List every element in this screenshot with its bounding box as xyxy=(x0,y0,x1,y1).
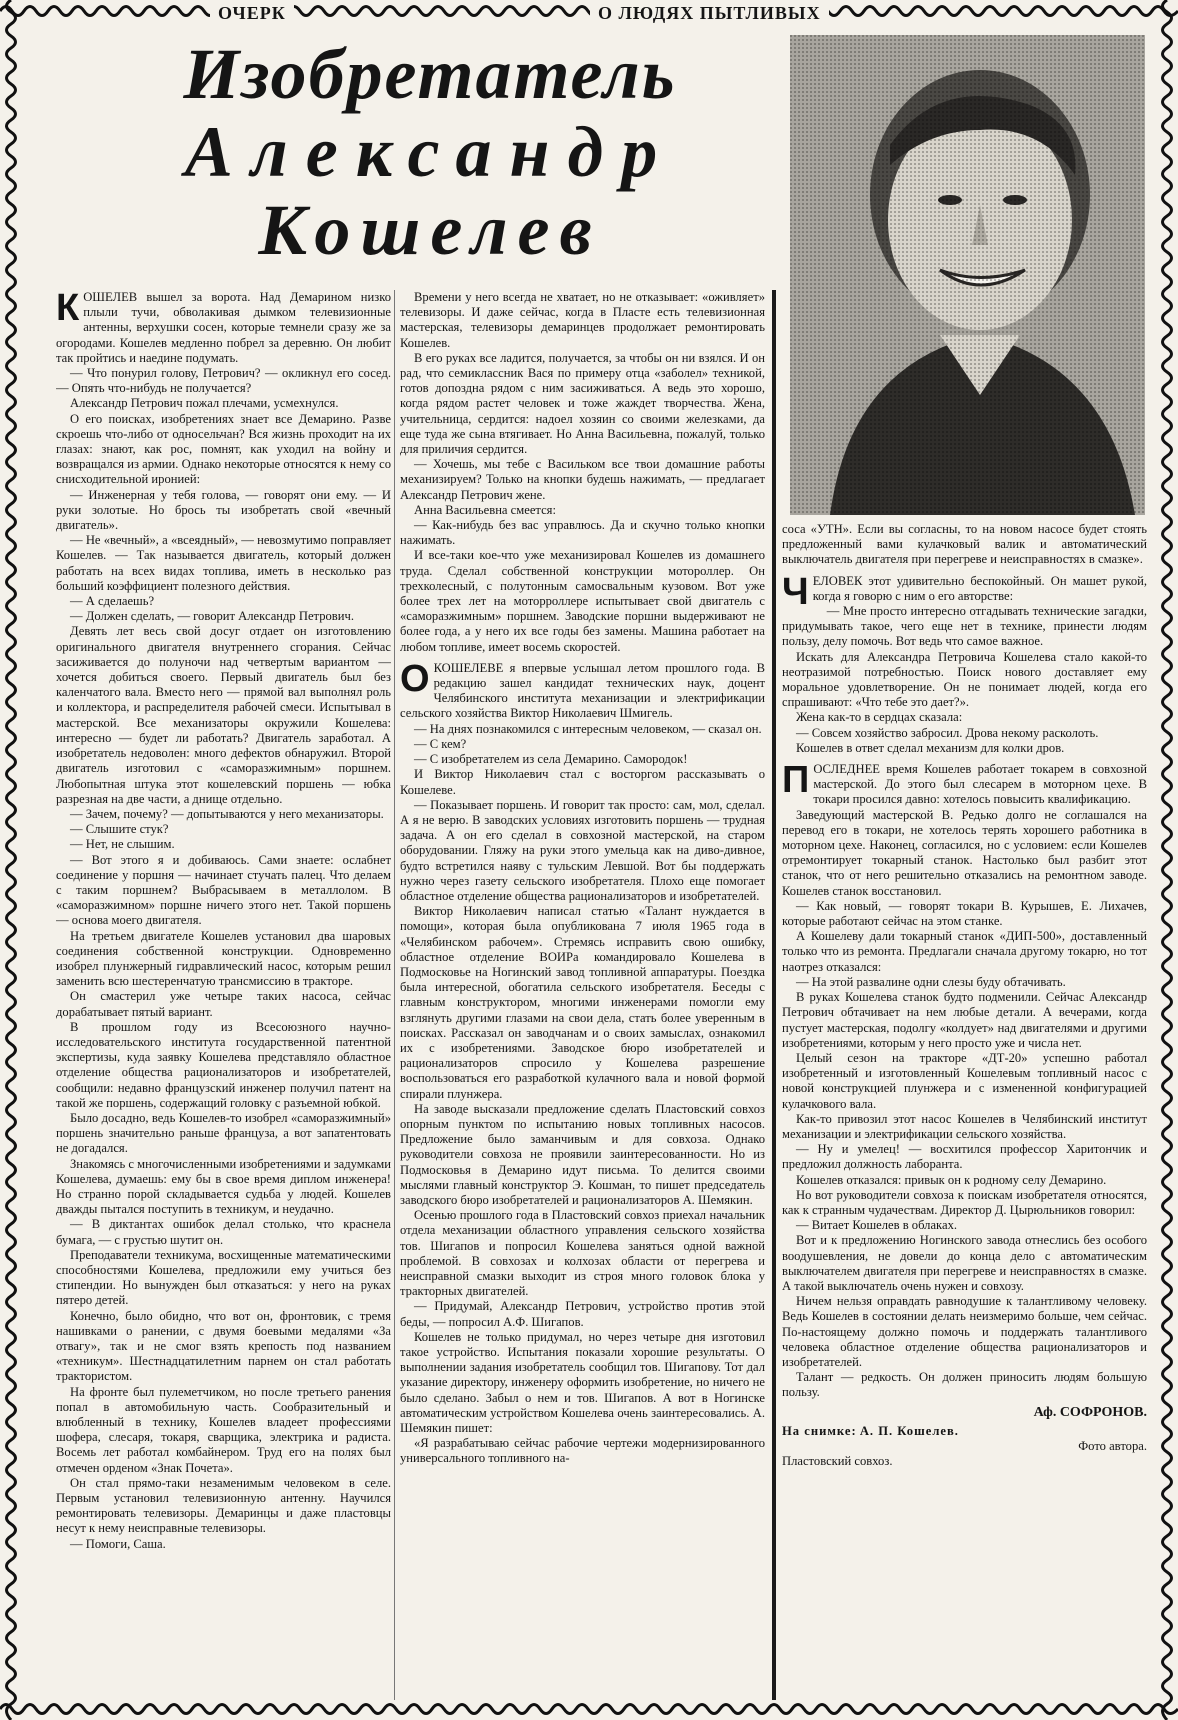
paragraph: На фронте был пулеметчиком, но после третьего ранения попал в автомобильную часть. Сообразительный и влюбленный в технику, Кошелев владеет профессиями шофера, слесаря, токаря, сварщика, электрика и радиста. Восемь лет работал комбайнером. Труд его на полях был отмечен орденом «Знак Почета». xyxy=(56,1384,391,1475)
paragraph: соса «УТН». Если вы согласны, то на новом насосе будет стоять предложенный вами кулачковый валик и автоматический выключатель двигателя при перегреве и неисправностях в смазке». xyxy=(782,522,1147,567)
paragraph: Как-то привозил этот насос Кошелев в Челябинский институт механизации и электрификации сельского хозяйства. xyxy=(782,1111,1147,1141)
paragraph: Жена как-то в сердцах сказала: xyxy=(796,710,963,725)
photo-credit: Фото автора. xyxy=(1078,1438,1147,1453)
paragraph: — Витает Кошелев в облаках. xyxy=(796,1218,958,1233)
paragraph: — Ну и умелец! — восхитился профессор Харитончик и предложил должность лаборанта. xyxy=(782,1142,1147,1172)
paragraph: Конечно, было обидно, что вот он, фронтовик, с тремя нашивками о ранении, с двумя боевыми медалями «За отвагу», так и не смог взять крепость под названием «техникум». Шестнадцатилетним парнем он стал работать трактористом. xyxy=(56,1308,391,1384)
paragraph: ОСЛЕДНЕЕ время Кошелев работает токарем в совхозной мастерской. До этого был слесарем в моторном цехе. В токари просился давно: хотелось повысить квалификацию. xyxy=(813,762,1147,807)
paragraph: — В диктантах ошибок делал столько, что краснела бумага, — с грустью шутит он. xyxy=(56,1217,391,1247)
paragraph: Знакомясь с многочисленными изобретениями и задумками Кошелева, думаешь: ему бы в свое время диплом инженера! Но странно порой складывается судьба у людей. Кошелев дважды пытался поступить в техникум, и неудачно. xyxy=(56,1156,391,1217)
paragraph: Заведующий мастерской В. Редько долго не соглашался на перевод его в токари, не хотелось терять хорошего работника в моторном цехе. Наконец, согласился, но с условием: если Кошелев отремонтирует токарный станок. Настолько был разбит этот станок, что от него решительно отказались на ремонтном заводе. Кошелев станок восстановил. xyxy=(782,807,1147,898)
drop-cap: П xyxy=(782,759,810,802)
paragraph: — Не «вечный», а «всеядный», — невозмутимо поправляет Кошелев. — Так называется двигатель, который должен работать на всех видах топлива, иметь в несколько раз больший коэффициент полезного действия. xyxy=(56,533,391,593)
rubric-curious-people: О ЛЮДЯХ ПЫТЛИВЫХ xyxy=(590,3,829,24)
article-column-1 xyxy=(56,290,391,1700)
paragraph: — Придумай, Александр Петрович, устройство против этой беды, — попросил А.Ф. Шигапов. xyxy=(400,1299,765,1329)
paragraph: Но вот руководители совхоза к поискам изобретателя относятся, как к странным чудачествам. Директор Д. Цырюльников говорил: xyxy=(782,1187,1147,1217)
paragraph: — Зачем, почему? — допытываются у него механизаторы. xyxy=(70,806,384,821)
title-line-2: Александр xyxy=(184,112,676,192)
title-line-1: Изобретатель xyxy=(183,34,677,114)
paragraph: Ничем нельзя оправдать равнодушие к талантливому человеку. Ведь Кошелев в состоянии делать неизмеримо больше, чем сейчас. По-настоящему должно помочь и поддержать талантливого человека областное отделение общества рационализаторов и изобретателей. xyxy=(782,1294,1147,1369)
paragraph: — А сделаешь? xyxy=(70,594,155,609)
paragraph: — С изобретателем из села Демарино. Самородок! xyxy=(414,752,688,767)
paragraph: И Виктор Николаевич стал с восторгом рассказывать о Кошелеве. xyxy=(400,767,765,797)
paragraph: КОШЕЛЕВЕ я впервые услышал летом прошлого года. В редакцию зашел кандидат технических наук, доцент Челябинского института механизации и электрификации сельского хозяйства Виктор Николаевич Шмигель. xyxy=(400,660,765,721)
paragraph: Искать для Александра Петровича Кошелева стало какой-то неотразимой потребностью. Поиск нового доставляет ему моральное удовлетворение. Он не понимает людей, когда его спрашивают: «Что тебе это дает?». xyxy=(782,649,1147,710)
decorative-border-right xyxy=(1156,0,1178,1720)
paragraph: — Как новый, — говорят токари В. Курышев, Е. Лихачев, которые работают сейчас на этом станке. xyxy=(782,898,1147,929)
paragraph: Было досадно, ведь Кошелев-то изобрел «саморазжимный» поршень значительно раньше француза, а вот запатентовать не догадался. xyxy=(56,1110,391,1156)
photo-caption xyxy=(782,1424,1147,1439)
paragraph: Кошелев в ответ сделал механизм для колки дров. xyxy=(796,740,1065,755)
paragraph: — Слышите стук? xyxy=(70,822,169,837)
paragraph: О его поисках, изобретениях знает все Демарино. Разве скроешь что-либо от односельчан? Вся жизнь проходит на их глазах: знают, как рос, помнят, как уходил на войну и возвращался из армии. Однако некоторые относятся к нему со снисходительной иронией: xyxy=(56,411,391,487)
paragraph: — Хочешь, мы тебе с Васильком все твои домашние работы механизируем? Только на кнопки будешь нажимать, — предлагает Александр Петрович жене. xyxy=(400,457,765,502)
paragraph: — Нет, не слышим. xyxy=(70,837,175,852)
paragraph: А Кошелеву дали токарный станок «ДИП-500», доставленный только что из ремонта. Предлагали сначала другому токарю, но тот наотрез отказался: xyxy=(782,929,1147,974)
paragraph: — Вот этого я и добиваюсь. Сами знаете: ослабнет соединение у поршня — начинает стучать палец. Что делаем с таким поршнем? Выбрасываем в металлолом. В «саморазжимном» поршне ничего этого нет. Такой поршень — основа моего двигателя. xyxy=(56,852,391,928)
paragraph: В руках Кошелева станок будто подменили. Сейчас Александр Петрович обтачивает на нем любые детали. А вечерами, когда пустует мастерская, подолгу «колдует» над двигателями и другими изобретениями, которым у него просто уже и числа нет. xyxy=(782,990,1147,1050)
paragraph: И все-таки кое-что уже механизировал Кошелев из домашнего труда. Сделал собственной конструкции мотороллер. Он трехколесный, с полутонным самосвальным кузовом. Вот уже более трех лет на моторроллере испытывает свой двигатель с «саморазжимным» поршнем. Заводские поршни выдерживают не более года, а у него их все годы без замены. Машина работает на любом топливе, имеет восемь скоростей. xyxy=(400,548,765,654)
paragraph: «Я разрабатываю сейчас рабочие чертежи модернизированного универсального топливного на- xyxy=(400,1436,765,1466)
drop-cap: О xyxy=(400,657,430,700)
paragraph: — На этой развалине одни слезы буду обтачивать. xyxy=(796,974,1066,989)
title-line-3: Кошелев xyxy=(258,190,602,270)
paragraph: В прошлом году из Всесоюзного научно-исследовательского института государственной патентной экспертизы, куда заявку Кошелева представляло областное отделение общества рационализаторов и изобретателей, сообщили: недавно французский инженер получил патент на такой же поршень, содержащий головку с разъемной юбкой. xyxy=(56,1019,391,1110)
paragraph: Времени у него всегда не хватает, но не отказывает: «оживляет» телевизоры. И даже сейчас, когда в Пласте есть телевизионная мастерская, телевизоры демаринцев продолжает ремонтировать Кошелев. xyxy=(400,290,765,350)
article-title xyxy=(90,35,770,269)
paragraph: ОШЕЛЕВ вышел за ворота. Над Демарином низко плыли тучи, обволакивая дымком телевизионные антенны, верхушки сосен, которые темнели сразу же за огородами. Кошелев медленно побрел за деревню. Он любит так пройтись и наедине подумать. xyxy=(56,290,391,365)
column-divider-1 xyxy=(394,290,395,1700)
paragraph: Девять лет весь свой досуг отдает он изготовлению оригинального двигателя внутреннего сгорания. Сейчас засиживается до полуночи над четвертым вариантом — хочется добиться своего. Первый двигатель был без каленчатого вала. Вместо него — прямой вал выполнял роль и коллектора, и распределителя рабочей смеси. Испытывал в мастерской. Все механизаторы окружили Кошелева: интересно — будет ли работать? Двигатель заработал. А изобретатель недоволен: много дефектов обнаружил. Второй двигатель изготовил с «саморазжимным» поршнем. Любопытная штука этот кошелевский поршень — юбка разрезная на две части, а днище отдельно. xyxy=(56,624,391,806)
paragraph: Анна Васильевна смеется: xyxy=(414,502,556,517)
portrait-illustration xyxy=(790,35,1145,515)
paragraph: На заводе высказали предложение сделать Пластовский совхоз опорным пунктом по испытанию новых топливных насосов. Предложение было заманчивым и для совхоза. Однако руководители совхоза не проявили заинтересованности. Но из Подмосковья в Демарино идут письма. То делится своими мыслями главный конструктор Э. Кошман, то пишет председатель заводского бюро изобретателей и рационализаторов А. Шемякин. xyxy=(400,1101,765,1207)
caption-text: А. П. Кошелев. xyxy=(859,1423,959,1438)
paragraph: — Показывает поршень. И говорит так просто: сам, мол, сделал. А я не верю. В заводских условиях изготовить поршень — трудная задача. А он его сделал в совхозной мастерской, на старом оборудовании. Гляжу на руки этого умельца как на диво-дивное, будто встретился наяву с тульским Левшой. Вот бы поддержать нужно через газету сельского изобретателя. Плохо еще помогает областное отделение общества рационализаторов и изобретателей. xyxy=(400,797,765,903)
decorative-border-top xyxy=(0,0,1178,22)
paragraph: — Мне просто интересно отгадывать технические загадки, придумывать такое, чего еще нет в технике, принести людям пользу, делу помочь. Вот ведь что самое важное. xyxy=(782,604,1147,649)
drop-cap: Ч xyxy=(782,570,809,613)
column-divider-2 xyxy=(772,290,776,1700)
article-column-3 xyxy=(782,522,1147,1702)
dateline-location: Пластовский совхоз. xyxy=(782,1454,893,1469)
caption-label: На снимке: xyxy=(782,1423,857,1438)
paragraph: В его руках все ладится, получается, за чтобы он ни взялся. И он рад, что семиклассник Вася по примеру отца «заболел» техникой, готов допоздна рядом с ним засиживаться. А ведь это хорошо, когда рядом растет человек и тоже жаждет творчества. Жена, учительница, сердится: надоел хозяин со своими железками, да еще туда же сына втягивает. Но Анна Васильевна, пожалуй, только для приличия сердится. xyxy=(400,350,765,457)
paragraph: — На днях познакомился с интересным человеком, — сказал он. xyxy=(414,721,762,736)
paragraph: — Помоги, Саша. xyxy=(70,1536,166,1551)
paragraph: Осенью прошлого года в Пластовский совхоз приехал начальник отдела механизации областного управления сельского хозяйства тов. Шигапов и попросил Кошелева заняться одной важной проблемой. В совхозах и колхозах области от перегрева и неисправной смазки выходит из строя много головок блока у тракторных двигателей. xyxy=(400,1208,765,1299)
paragraph: — Что понурил голову, Петрович? — окликнул его сосед. — Опять что-нибудь не получается? xyxy=(56,366,391,396)
paragraph: Он смастерил уже четыре таких насоса, сейчас дорабатывает пятый вариант. xyxy=(56,989,391,1019)
paragraph: — Как-нибудь без вас управлюсь. Да и скучно только кнопки нажимать. xyxy=(400,518,765,548)
paragraph: — Инженерная у тебя голова, — говорят они ему. — И руки золотые. Но брось ты изобретать свой «вечный двигатель». xyxy=(56,487,391,533)
decorative-border-left xyxy=(0,0,22,1720)
paragraph: — С кем? xyxy=(414,736,467,751)
paragraph: — Должен сделать, — говорит Александр Петрович. xyxy=(70,609,354,624)
paragraph: Преподаватели техникума, восхищенные математическими способностями Кошелева, предложили ему учиться без стипендии. Но вынужден был отказаться: у него на руках пятеро детей. xyxy=(56,1247,391,1308)
paragraph: Целый сезон на тракторе «ДТ-20» успешно работал изобретенный и изготовленный Кошелевым топливный насос с новой конструкцией плунжера и с измененной конфигурацией кулачкового вала. xyxy=(782,1050,1147,1111)
portrait-photo xyxy=(790,35,1145,515)
drop-cap: К xyxy=(56,290,80,329)
paragraph: Кошелев отказался: привык он к родному селу Демарино. xyxy=(796,1172,1107,1187)
paragraph: — Совсем хозяйство забросил. Дрова некому расколоть. xyxy=(796,725,1099,740)
paragraph: Александр Петрович пожал плечами, усмехнулся. xyxy=(70,396,339,411)
paragraph: Талант — редкость. Он должен приносить людям большую пользу. xyxy=(782,1370,1147,1400)
article-column-2 xyxy=(400,290,765,1700)
paragraph: Виктор Николаевич написал статью «Талант нуждается в помощи», которая была опубликована 7 июля 1965 года в «Челябинском рабочем». Стремясь исправить свою ошибку, областное отделение ВОИРа командировало Кошелева в Подмосковье на Ногинский завод топливной аппаратуры. Поездка была интересной, обогатила сельского изобретателя. Беседы с главным конструктором, многими инженерами помогли ему взглянуть другими глазами на свои дела, стать более уверенным в поисках. Рассказал он заводчанам и о своих замыслах, ознакомил их с изобретениями. Заводское бюро изобретателей и рационализаторов спросило у Кошелева разрешение воспользоваться его разработкой кулачного вала и новой формой спирали плунжера. xyxy=(400,904,765,1101)
paragraph: ЕЛОВЕК этот удивительно беспокойный. Он машет рукой, когда я говорю с ним о его авторстве: xyxy=(812,573,1147,603)
rubric-essay: ОЧЕРК xyxy=(210,3,294,24)
paragraph: На третьем двигателе Кошелев установил два шаровых соединения собственной конструкции. Одновременно изобрел плунжерный гидравлический насос, которым решил заменить всю шестеренчатую трансмиссию в тракторе. xyxy=(56,928,391,989)
paragraph: Он стал прямо-таки незаменимым человеком в селе. Первым установил телевизионную антенну. Научился ремонтировать телевизоры. Демаринцы и даже пластовцы несут к нему неисправные телевизоры. xyxy=(56,1475,391,1536)
paragraph: Вот и к предложению Ногинского завода отнеслись без особого воодушевления, не довели до конца дело с автоматическим выключателем двигателя при перегреве и неисправностях в смазке. А такой выключатель очень нужен и совхозу. xyxy=(782,1233,1147,1293)
paragraph: Кошелев не только придумал, но через четыре дня изготовил такое устройство. Испытания показали хорошие результаты. О выполнении задания изобретатель сообщил тов. Шигапову. Тот дал указание директору, инженеру оформить изобретение, но ничего не было сделано. Забыл о нем и тов. Шигапов. А вот в Ногинске автоматическим устройством Кошелева очень заинтересовались. А. Шемякин пишет: xyxy=(400,1329,765,1436)
author-signature: Аф. СОФРОНОВ. xyxy=(1033,1404,1147,1420)
